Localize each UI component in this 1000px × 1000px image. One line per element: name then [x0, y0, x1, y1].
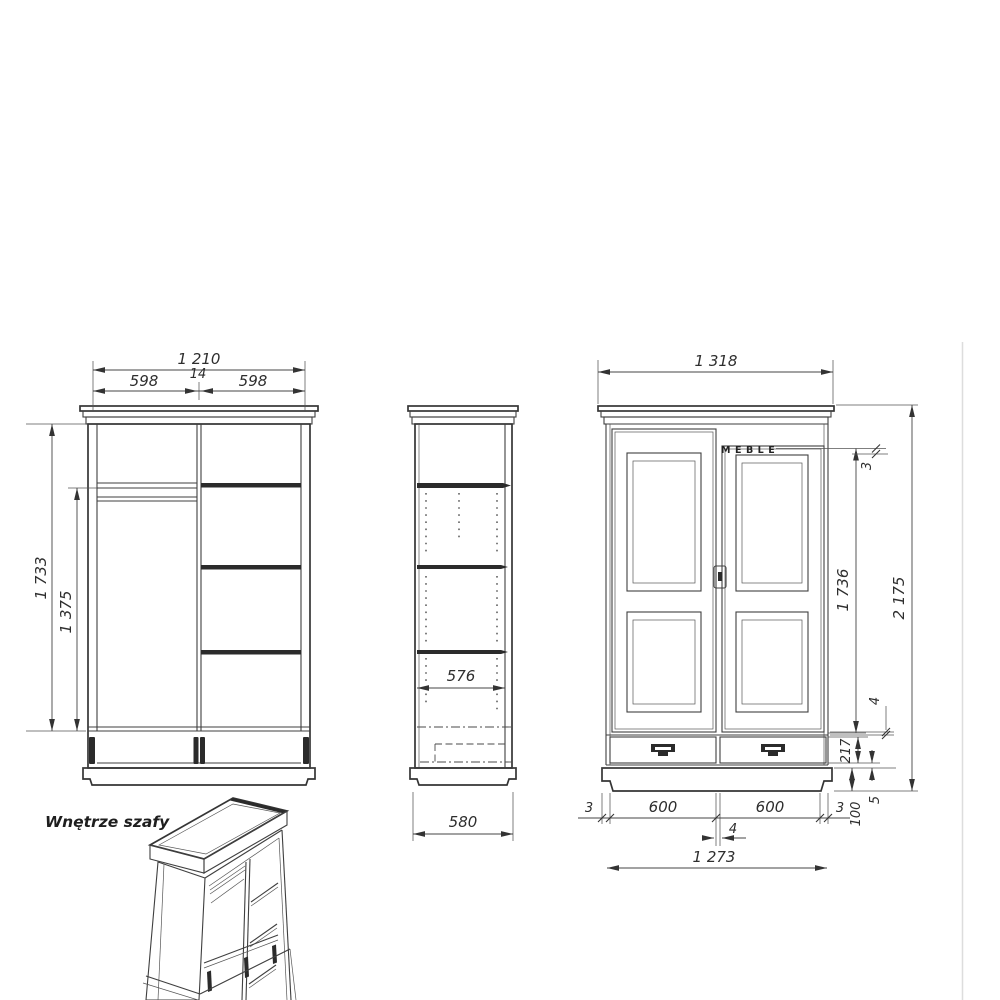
dim-width-body: 1 273 [692, 848, 736, 866]
left-door-upper-panel [627, 453, 701, 591]
drawer-slide-center-b [200, 737, 205, 764]
dims-left [26, 424, 97, 731]
cornice-side [408, 406, 518, 424]
dim-gap-left: 3 [584, 801, 594, 816]
dim-height-interior: 1 733 [32, 556, 50, 600]
dim-depth-total: 580 [448, 813, 478, 831]
front-interior-view [26, 350, 318, 785]
dim-gap-center: 14 [189, 367, 207, 382]
dim-depth-total-group [413, 792, 513, 841]
right-door [722, 446, 824, 732]
dim-height-base: 100 [849, 801, 864, 827]
cornice [80, 406, 318, 424]
plinth-exterior [602, 768, 832, 791]
dims-bottom [578, 793, 850, 868]
dim-width-total-interior: 1 210 [177, 350, 221, 368]
dim-gap-top: 3 [860, 461, 875, 471]
dim-height-drawer: 217 [839, 738, 854, 764]
dim-gap-door-drawer: 4 [868, 696, 883, 706]
dim-height-total: 2 175 [890, 576, 908, 620]
drawers [606, 735, 828, 765]
brand-label: MEBLE [721, 445, 780, 456]
drawer-slide-right [303, 737, 309, 764]
dim-width-left: 598 [129, 372, 159, 390]
plinth [83, 768, 315, 785]
perspective-shelves [249, 883, 278, 988]
drawer-handle-right [761, 744, 785, 756]
drawer-zone [88, 727, 310, 764]
dim-width-door-left: 600 [648, 798, 678, 816]
hidden-drawer-lines [417, 727, 512, 762]
side-outline [415, 424, 512, 768]
dim-width-right: 598 [238, 372, 268, 390]
hanging-shelf-and-rail [97, 483, 197, 501]
side-view [408, 406, 518, 841]
dim-width-door-right: 600 [755, 798, 785, 816]
shelves [201, 483, 301, 655]
right-door-upper-panel [736, 455, 808, 591]
dim-height-door: 1 736 [834, 568, 852, 612]
dim-gap-doors: 4 [728, 822, 738, 837]
right-door-lower-panel [736, 612, 808, 712]
side-shelves [417, 565, 508, 654]
plinth-side [410, 768, 516, 785]
left-door [612, 429, 716, 732]
left-door-lower-panel [627, 612, 701, 712]
front-exterior-view [578, 352, 918, 868]
dim-height-hanging: 1 375 [57, 590, 75, 634]
caption: Wnętrze szafy [45, 813, 170, 831]
dims-top-exterior [598, 352, 833, 404]
carcass-outline [88, 424, 310, 768]
dim-width-total-exterior: 1 318 [694, 352, 738, 370]
drawer-handle-left [651, 744, 675, 756]
dim-gap-drawer-base: 5 [868, 795, 883, 805]
dim-gap-right: 3 [835, 801, 845, 816]
dim-depth-interior-group [417, 667, 505, 688]
dims-top [93, 350, 305, 412]
drawer-slide-center-a [194, 737, 199, 764]
cornice-exterior [598, 406, 834, 424]
dim-depth-interior: 576 [446, 667, 476, 685]
perspective-divider [242, 862, 246, 1000]
side-top-shelf [417, 483, 511, 488]
dims-right [828, 405, 918, 826]
drawer-slide-left [89, 737, 95, 764]
